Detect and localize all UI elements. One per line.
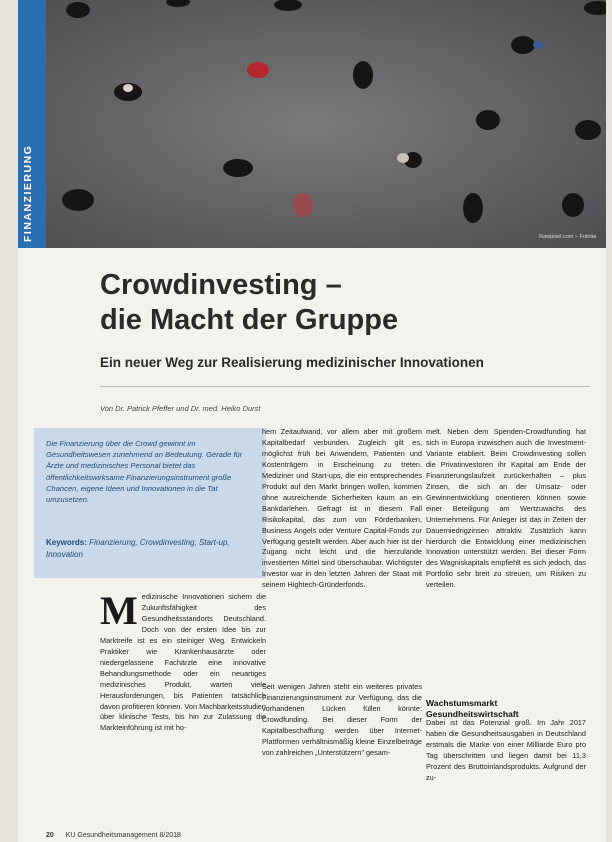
body-paragraph: hem Zeitaufwand, vor allem aber mit großem Kapitalbedarf verbunden. Zugleich gilt es, möglichst früh bei Anwendern, Patienten und Kostenträgern in Erscheinung zu treten. Mediziner und Start-ups, die ein entsprechendes Produkt auf den Markt bringen wollen, kommen ohne ausreichende Sicherheiten kaum an ein Bankdarlehen. Gefragt ist in diesem Fall Risikokapital, das zum von Förderbanken, Business Angels oder Venture Capital-Fonds zur Verfügung gestellt werden. Aber auch hier ist der Zugang nicht leicht und die hierzulande investierten Mittel sind überschaubar. Wichtigster Investor war in den letzten Jahren der Staat mit seinem Hightech-Gründerfonds. [262,427,422,590]
byline: Von Dr. Patrick Pfeffer und Dr. med. Heiko Durst [100,404,261,413]
teaser-text: Die Finanzierung über die Crowd gewinnt im Gesundheitswesen zunehmend an Bedeutung. Gerade für Ärzte und medizinisches Personal bietet das öffentlichkeitswirksame Finanzierungsinstrument große Chancen, eigene Ideen und Innovationen in die Tat umzusetzen. [46,439,243,505]
body-paragraph: Dabei ist das Potenzial groß. Im Jahr 2017 haben die Gesundheitsausgaben in Deutschland erstmals die Marke von einer Milliarde Euro pro Tag überschritten und liegen damit bei 11,3 Prozent des Bruttoinlandsprodukts. Aufgrund der zu- [426,718,586,782]
article-subtitle: Ein neuer Weg zur Realisierung medizinischer Innovationen [100,355,484,370]
title-line-2: die Macht der Gruppe [100,304,399,336]
body-column-2-continued [262,682,422,759]
subheading-line-2: Gesundheitswirtschaft [426,709,519,719]
photo-credit: Rawpixel.com – Fotolia [539,234,596,240]
subheading-line-1: Wachstumsmarkt [426,698,498,708]
page-footer [46,832,181,839]
body-paragraph: Seit wenigen Jahren steht ein weiteres privates Finanzierungsinstrument zur Verfügung, das die vorhandenen Lücken füllen könnte: Crowdfunding. Bei dieser Form der Kapitalbeschaffung werden über Internet-Plattformen verhältnismäßig kleine Einzelbeträge von zahlreichen „Unterstützern" gesam- [262,682,422,757]
keywords-text: Finanzierung, Crowdinvesting, Start-up, Innovation [46,538,230,559]
magazine-page [18,0,606,842]
body-column-3 [426,427,586,591]
body-paragraph: melt. Neben dem Spenden-Crowdfunding hat sich in Europa inzwischen auch die Investment-Variante etabliert. Beim Crowdinvesting sollen die Privatinvestoren ihr Kapital am Ende der Finanzierungslaufzeit zurückerhalten – plus Zinsen, die sich an der Umsatz- oder Gewinnentwicklung orientieren können sowie einer Beteiligung am Wertzuwachs des Unternehmens. Für Anleger ist das in Zeiten der Dauerniedrigzinsen attraktiv. Zusätzlich kann hierdurch die Entwicklung einer medizinischen Innovation unterstützt werden. Bei dieser Form des Wagniskapitals empfiehlt es sich jedoch, das Portfolio sehr breit zu streuen, um Risiken zu verteilen. [426,427,586,590]
publication-name: KU Gesundheitsmanagement 8/2018 [65,832,181,839]
title-line-1: Crowdinvesting – [100,269,342,301]
section-label: FINANZIERUNG [22,144,34,242]
body-column-2 [262,427,422,591]
keywords-label: Keywords: [46,538,87,547]
divider [100,386,590,387]
body-paragraph: edizinische Innovationen sichern die Zukunftsfähigkeit des Gesundheitsstandorts Deutschland. Doch von der ersten Idee bis zur Marktreife ist es ein steiniger Weg. Entwickeln Praktiker wie Krankenhausärzte oder niedergelassene Fachärzte eine innovative Behandlungsmethode oder ein neuartiges medizinisches Produkt, warten viele Herausforderungen, bis Patienten tatsächlich davon profitieren können. Von Machbarkeitsstudien über klinische Tests, bis hin zur Zulassung die Markteinführung ist mit ho- [100,592,266,733]
hero-photo [18,0,606,248]
section-subheading [426,698,588,720]
body-column-3-continued [426,718,586,784]
page-number: 20 [46,832,54,839]
section-sidebar [18,0,46,248]
drop-cap: M [100,588,138,633]
body-column-1 [100,588,266,734]
article-title [100,268,398,338]
keywords [46,537,260,560]
crowd-aerial-photo [18,0,606,248]
